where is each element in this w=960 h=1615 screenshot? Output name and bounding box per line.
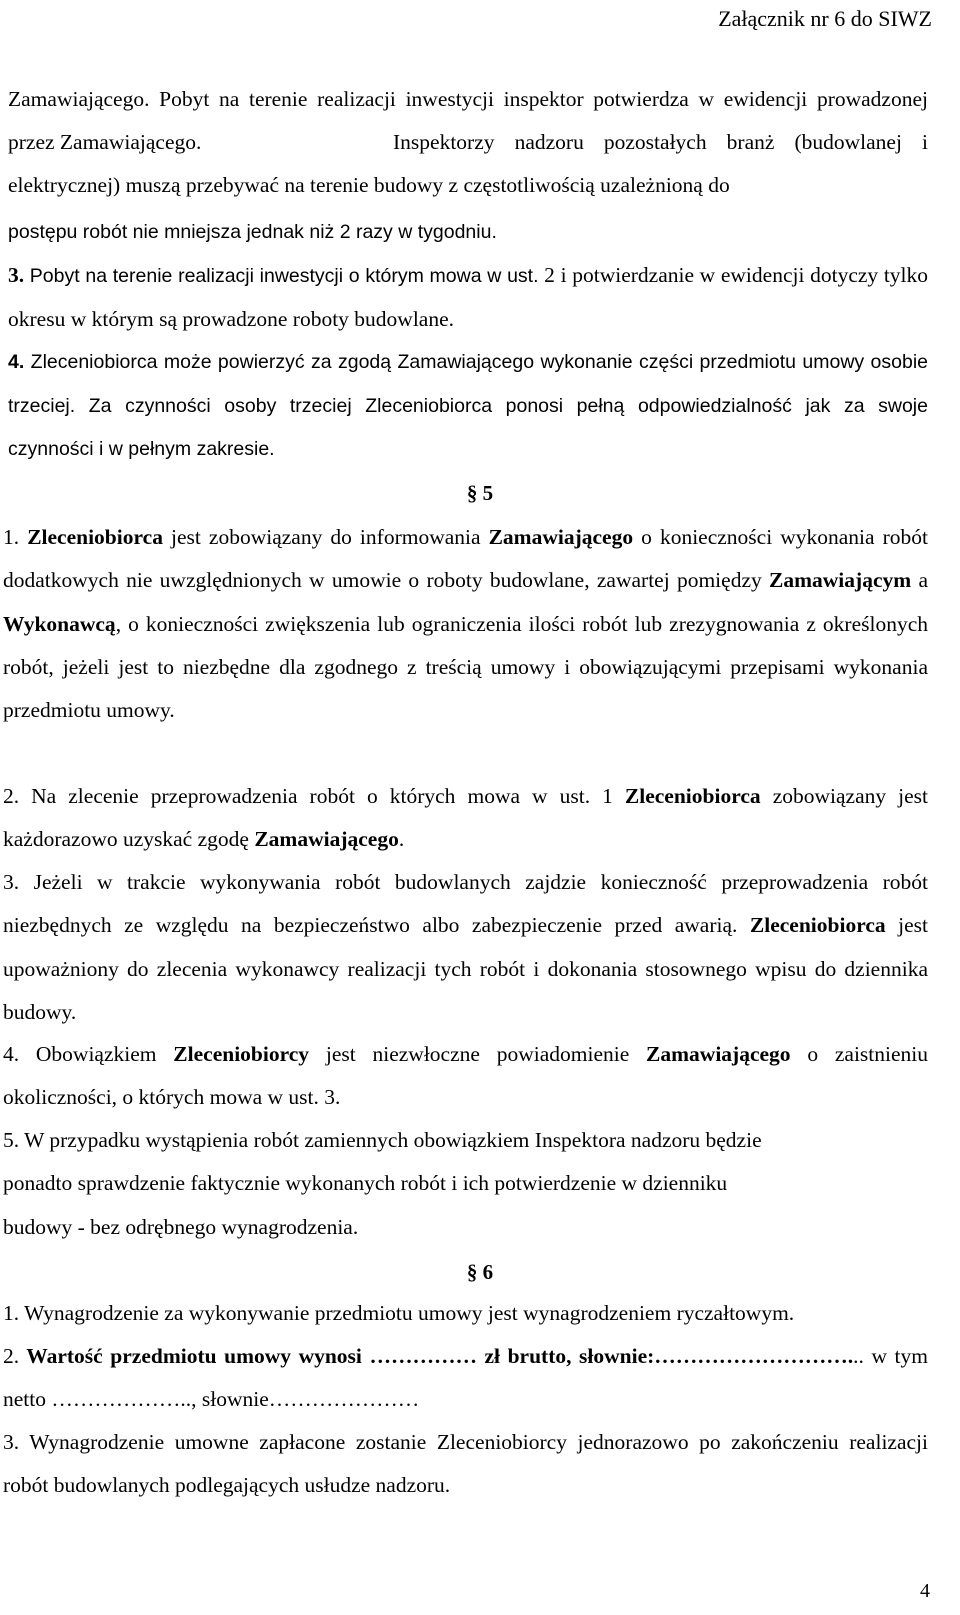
section-5-heading: § 5 bbox=[466, 481, 494, 505]
s5-p2-text-2: zobowiązany jest każdorazowo uzyskać zgodę bbox=[3, 784, 928, 852]
s4-p2-line2: Inspektorzy nadzoru pozostałych branż (budowlanej i elektrycznej) muszą przebywać na terenie budowy z częstotliwością uzależnioną do bbox=[8, 130, 928, 198]
s6-p3: 3. Wynagrodzenie umowne zapłacone zostanie Zleceniobiorcy jednorazowo po zakończeniu realizacji robót budowlanych podlegających usłudze nadzoru. bbox=[3, 1430, 928, 1498]
s5-p5-line-3: budowy - bez odrębnego wynagrodzenia. bbox=[3, 1214, 359, 1239]
s4-p4-number: 4. bbox=[8, 351, 25, 373]
s5-p4-zamawiajacego: Zamawiającego bbox=[646, 1042, 791, 1066]
s5-p4-text-3: o zaistnieniu okoliczności, o których mowa w ust. 3. bbox=[3, 1042, 929, 1110]
s4-p3-number: 3. bbox=[8, 263, 25, 287]
s5-p1-zamawiajacym: Zamawiającym bbox=[769, 568, 912, 593]
s5-p5 bbox=[3, 1119, 928, 1249]
s6-p2 bbox=[3, 1335, 928, 1422]
s4-p2-line4: postępu robót nie mniejsza jednak niż 2 razy w tygodniu. bbox=[8, 221, 497, 243]
s6-p1: 1. Wynagrodzenie za wykonywanie przedmiotu umowy jest wynagrodzeniem ryczałtowym. bbox=[3, 1301, 795, 1325]
s5-p5-line-1: W przypadku wystąpienia robót zamiennych obowiązkiem Inspektora nadzoru będzie bbox=[19, 1128, 762, 1152]
s5-p2-text-3: . bbox=[398, 827, 405, 852]
s5-p3 bbox=[3, 861, 928, 1034]
s5-p1-wykonawca: Wykonawcą bbox=[3, 611, 116, 636]
s5-p3-text-1: Jeżeli w trakcie wykonywania robót budowlanych zajdzie konieczność przeprowadzenia robót niezbędnych ze względu na bezpieczeństwo albo zabezpieczenie przed awarią. bbox=[3, 870, 928, 938]
page-header: Załącznik nr 6 do SIWZ bbox=[718, 6, 932, 31]
s5-p3-number: 3. bbox=[3, 870, 20, 894]
s5-p2-zleceniobiorca: Zleceniobiorca bbox=[624, 784, 761, 808]
s5-p2-zamawiajacego: Zamawiającego bbox=[254, 827, 399, 852]
section-6-heading: § 6 bbox=[466, 1260, 494, 1284]
s4-p3 bbox=[8, 254, 928, 342]
s5-p1-number: 1. bbox=[3, 525, 20, 549]
s5-p5-number: 5. bbox=[3, 1128, 20, 1152]
s5-p4-text-1: Obowiązkiem bbox=[19, 1042, 174, 1066]
s5-p1-text-3: a bbox=[911, 568, 928, 593]
s6-p2-number: 2. bbox=[3, 1344, 20, 1368]
s5-p1-text-1: jest zobowiązany do informowania bbox=[162, 525, 489, 549]
s5-p4-zleceniobiorcy: Zleceniobiorcy bbox=[173, 1042, 310, 1066]
s5-p3-zleceniobiorca: Zleceniobiorca bbox=[749, 913, 886, 938]
s5-p3-text-2: jest upoważniony do zlecenia wykonawcy realizacji tych robót i dokonania stosownego wpisu do dziennika budowy. bbox=[3, 913, 929, 1024]
s5-p1 bbox=[3, 516, 928, 732]
s4-p3-text-b: 2 i potwierdzanie w ewidencji dotyczy tylko okresu w którym są prowadzone roboty budowlane. bbox=[8, 263, 929, 332]
s4-p2-line1-2: Zamawiającego. Pobyt na terenie realizacji inwestycji inspektor potwierdza w ewidencji prowadzonej przez Zamawiającego. bbox=[8, 87, 928, 155]
s5-p1-zleceniobiorca: Zleceniobiorca bbox=[27, 525, 163, 549]
s5-p5-line-2: ponadto sprawdzenie faktycznie wykonanych robót i ich potwierdzenie w dzienniku bbox=[3, 1171, 728, 1196]
s5-p2 bbox=[3, 775, 928, 862]
s5-p4-number: 4. bbox=[3, 1042, 20, 1066]
s5-p1-text-4: , o konieczności zwiększenia lub ograniczenia ilości robót lub zrezygnowania z określonych robót, jeżeli jest to niezbędne dla zgodnego z treścią umowy i obowiązującymi przepisami wykonania przedmiotu umowy. bbox=[3, 611, 928, 723]
s6-p2-tail: .. w tym netto ……………….., słownie………………… bbox=[3, 1344, 928, 1412]
s6-p2-bold: Wartość przedmiotu umowy wynosi …………… zł brutto, słownie:………………………. bbox=[19, 1344, 854, 1368]
s4-p4-text: Zleceniobiorca może powierzyć za zgodą Zamawiającego wykonanie części przedmiotu umowy osobie trzeciej. Za czynności osoby trzeciej Zleceniobiorca ponosi pełną odpowiedzialność jak za swoje czynności i w pełnym zakresie. bbox=[8, 351, 928, 460]
page-number: 4 bbox=[920, 1580, 930, 1602]
s5-p1-zamawiajacego: Zamawiającego bbox=[488, 525, 634, 549]
s5-p1-text-2: o konieczności wykonania robót dodatkowych nie uwzględnionych w umowie o roboty budowlane, zawartej pomiędzy bbox=[3, 525, 929, 593]
s4-p3-text-a: Pobyt na terenie realizacji inwestycji o którym mowa w ust. bbox=[29, 265, 539, 287]
s5-p4-text-2: jest niezwłoczne powiadomienie bbox=[309, 1042, 647, 1066]
s4-p4 bbox=[8, 341, 928, 472]
s5-p4 bbox=[3, 1033, 928, 1120]
s5-p2-number: 2. bbox=[3, 784, 20, 808]
s5-p2-text-1: Na zlecenie przeprowadzenia robót o których mowa w ust. 1 bbox=[19, 784, 625, 808]
